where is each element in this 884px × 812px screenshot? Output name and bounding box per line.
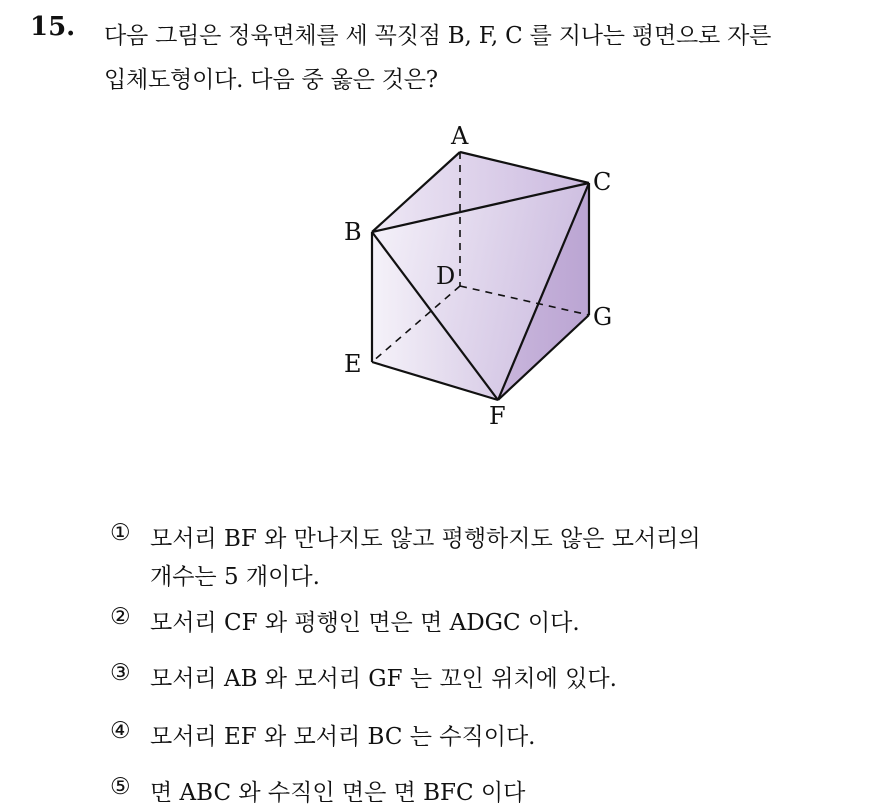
choice-2[interactable] (110, 604, 580, 642)
choice-4[interactable] (110, 718, 535, 756)
choice-marker: ① (110, 520, 131, 546)
question-number: 15. (30, 12, 76, 42)
choice-marker: ⑤ (110, 774, 131, 800)
choice-text: 모서리 BF 와 만나지도 않고 평행하지도 않은 모서리의 (150, 526, 701, 552)
choice-marker: ④ (110, 718, 131, 744)
choice-marker: ③ (110, 660, 131, 686)
vertex-label-g: G (593, 303, 613, 331)
choice-text: 모서리 CF 와 평행인 면은 면 ADGC 이다. (150, 610, 580, 636)
choice-text: 모서리 EF 와 모서리 BC 는 수직이다. (150, 724, 536, 750)
vertex-label-a: A (451, 122, 469, 150)
choice-3[interactable] (110, 660, 617, 698)
choice-text: 모서리 AB 와 모서리 GF 는 꼬인 위치에 있다. (150, 666, 617, 692)
choice-text: 면 ABC 와 수직인 면은 면 BFC 이다 (150, 780, 526, 806)
vertex-label-f: F (489, 402, 506, 430)
stem-line-1: 다음 그림은 정육면체를 세 꼭짓점 B, F, C 를 지나는 평면으로 자른 (104, 23, 772, 49)
question-stem (104, 14, 864, 102)
stem-line-2: 입체도형이다. 다음 중 옳은 것은? (104, 67, 438, 93)
cut-cube-figure (330, 110, 630, 440)
choice-1[interactable] (110, 520, 701, 596)
vertex-label-c: C (593, 168, 612, 196)
vertex-label-e: E (344, 350, 362, 378)
choice-marker: ② (110, 604, 131, 630)
choice-text: 개수는 5 개이다. (150, 564, 320, 590)
choice-5[interactable] (110, 774, 525, 812)
vertex-label-d: D (436, 262, 456, 290)
vertex-label-b: B (344, 218, 362, 246)
